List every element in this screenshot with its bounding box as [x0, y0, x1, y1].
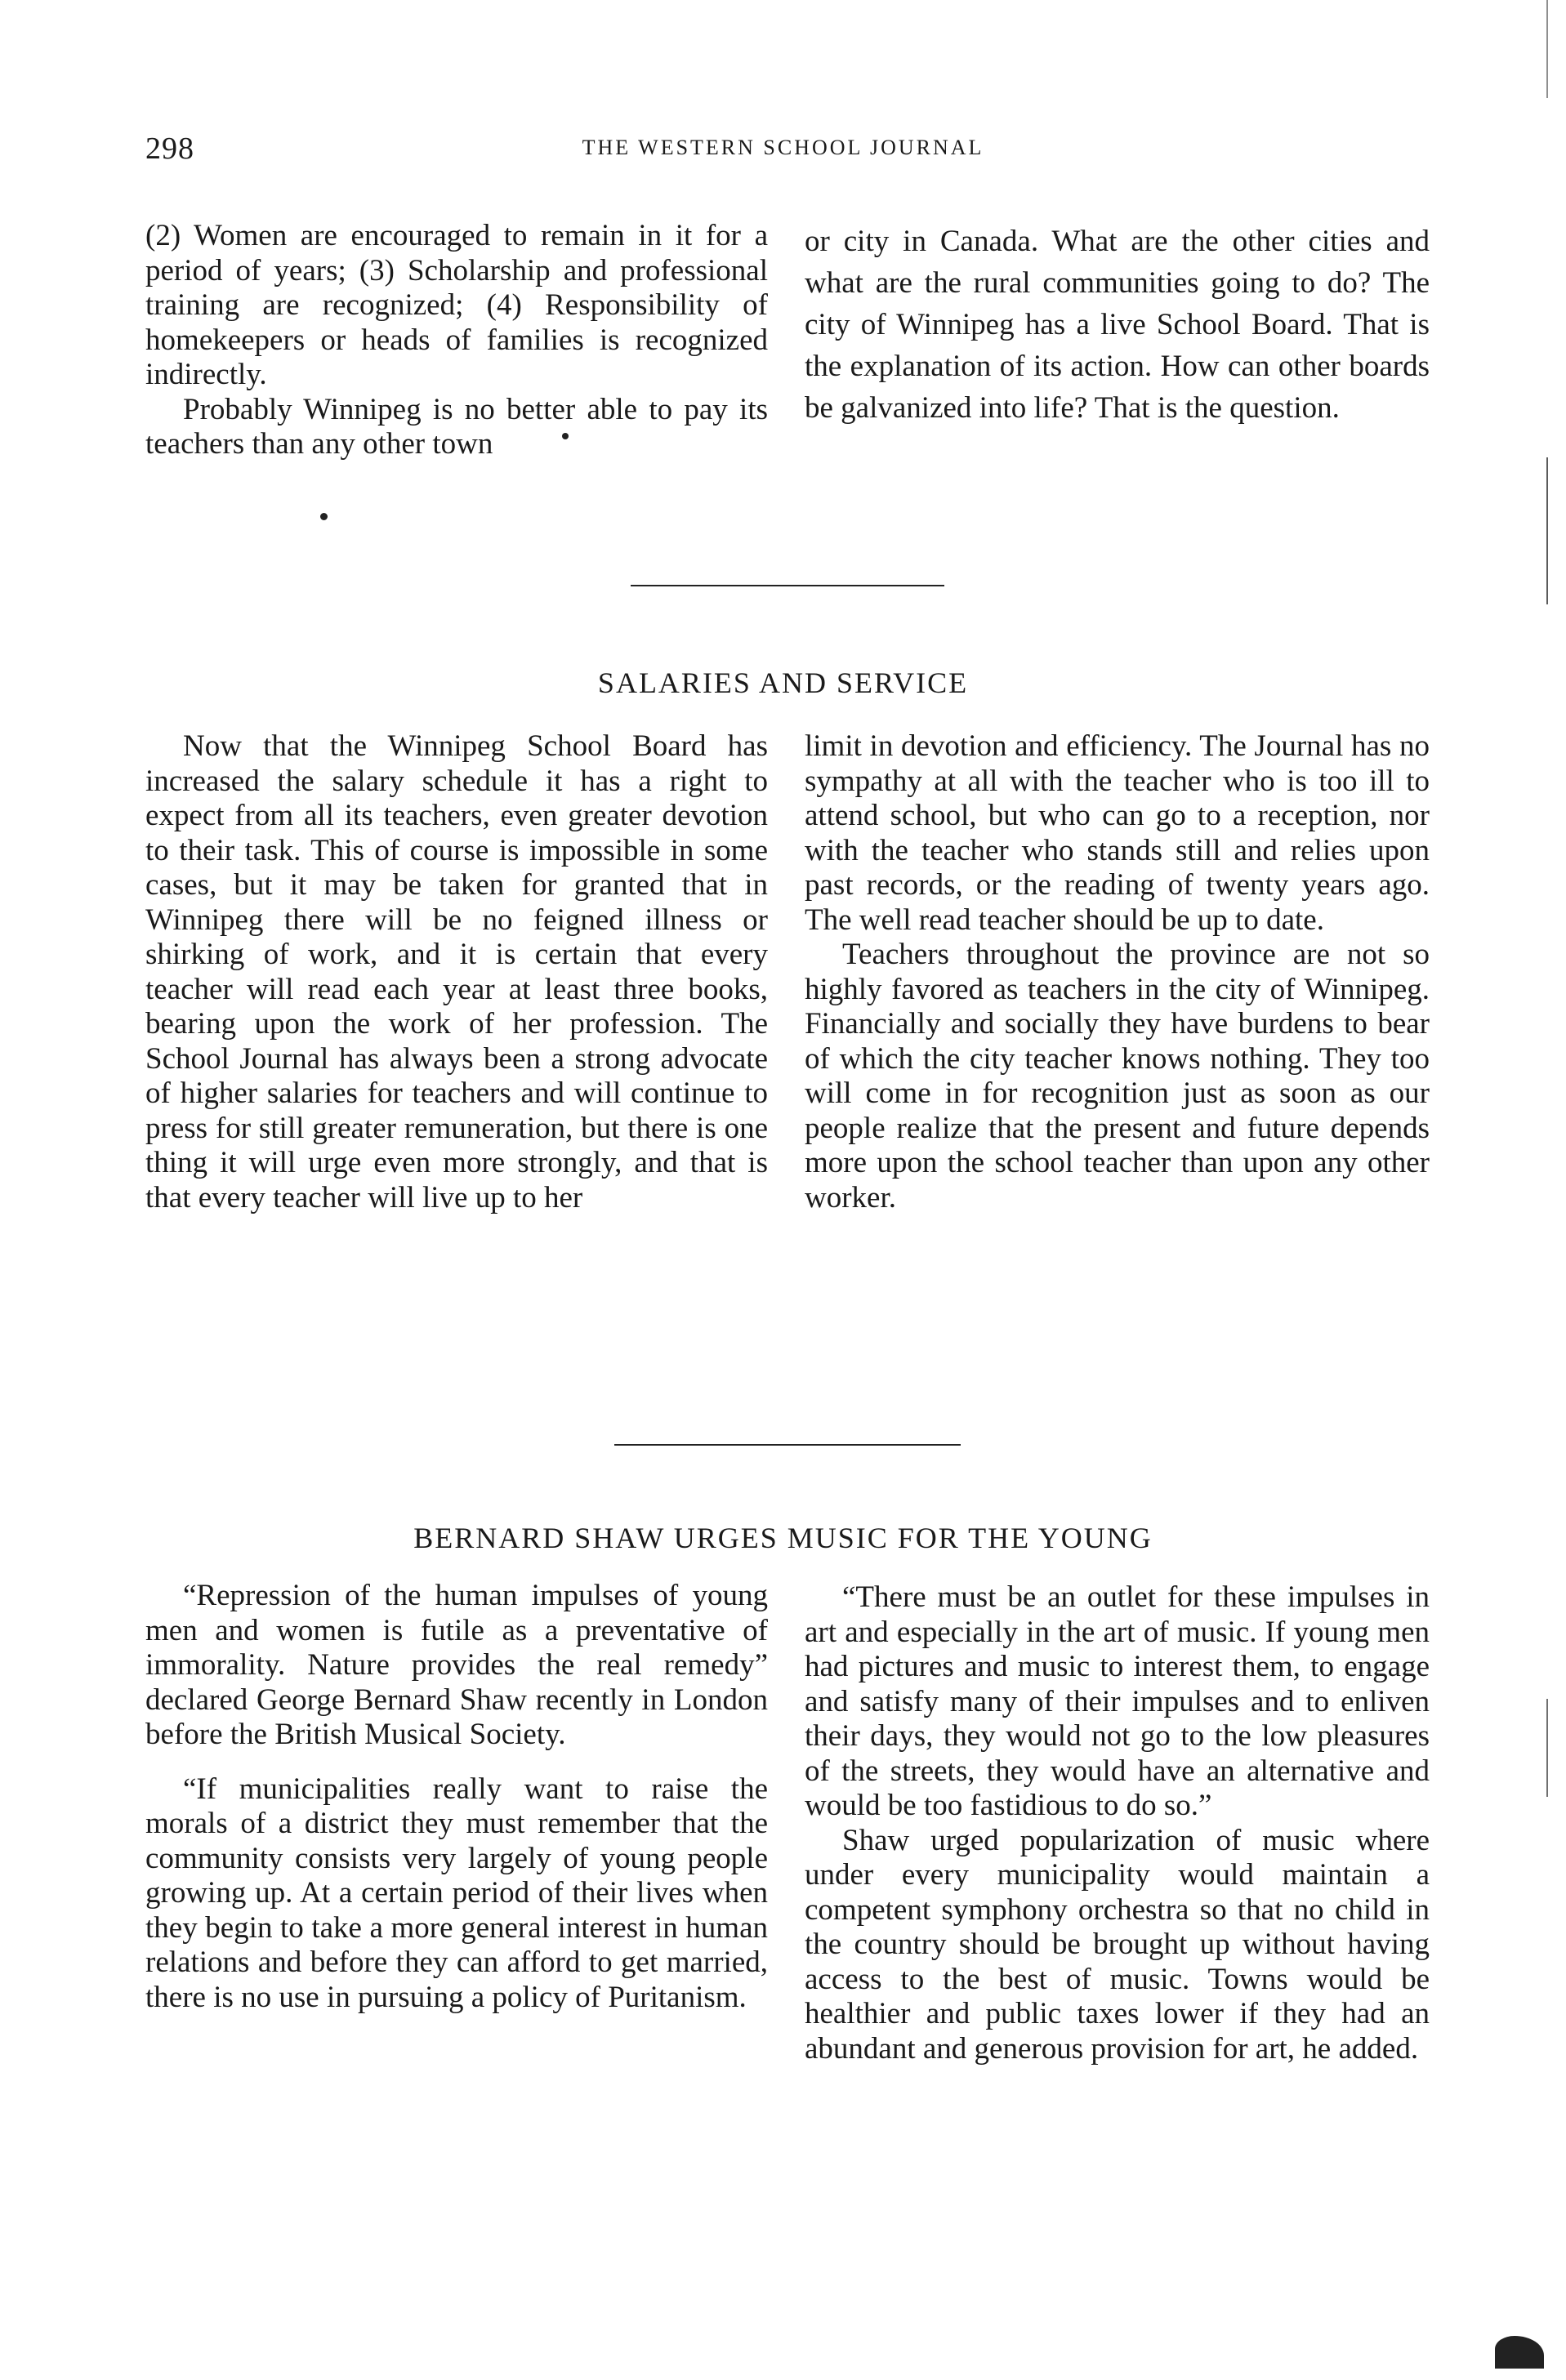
- top-article-paragraph: Probably Winnipeg is no better able to pay its teachers than any other town: [145, 392, 768, 461]
- top-article-paragraph: or city in Canada. What are the other cities and what are the rural communities going to do? The city of Winnipeg has a live School Board. That is the explanation of its action. How can other boards be galvanized into life? That is the question.: [805, 225, 1430, 425]
- top-article-paragraph: (2) Women are encouraged to remain in it for a period of years; (3) Scholarship and professional training are recognized; (4) Responsibility of homekeepers or heads of families is recognized indirectly.: [145, 219, 768, 391]
- scan-speck: [1495, 2336, 1544, 2369]
- scan-margin-line: [1546, 0, 1548, 98]
- running-header: THE WESTERN SCHOOL JOURNAL: [582, 136, 984, 159]
- shaw-paragraph: “There must be an outlet for these impulses in art and especially in the art of music. If young men had pictures and music to interest them, to engage and satisfy many of their impulses and to enliven their days, they would not go to the low pleasures of the streets, they would have an alternative and would be too fastidious to do so.”: [805, 1580, 1430, 1822]
- shaw-paragraph: “If municipalities really want to raise the morals of a district they must remember that the community consists very largely of young people growing up. At a certain period of their lives when they begin to take a more general interest in human relations and before they can afford to get married, there is no use in pursuing a policy of Puritanism.: [145, 1772, 768, 2014]
- page-number: 298: [145, 131, 194, 166]
- top-article-right-column: [805, 221, 1430, 429]
- scan-margin-line: [1546, 1699, 1548, 1797]
- top-article-left-column: [145, 219, 768, 462]
- shaw-left-column: [145, 1579, 768, 2015]
- shaw-paragraph: “Repression of the human impulses of young men and women is futile as a preventative of immorality. Nature provides the real remedy” declared George Bernard Shaw recently in London before the British Musical Society.: [145, 1579, 768, 1751]
- salaries-paragraph: limit in devotion and efficiency. The Journal has no sympathy at all with the teacher who is too ill to attend school, but who can go to a reception, nor with the teacher who stands still and relies upon past records, or the reading of twenty years ago. The well read teacher should be up to date.: [805, 729, 1430, 937]
- salaries-right-column: [805, 729, 1430, 1215]
- salaries-paragraph: Teachers throughout the province are not so highly favored as teachers in the city of Winnipeg. Financially and socially they have burdens to bear of which the city teacher knows nothing. They too will come in for recognition just as soon as our people realize that the present and future depends more upon the school teacher than upon any other worker.: [805, 938, 1430, 1215]
- section-divider: [631, 585, 944, 586]
- salaries-paragraph: Now that the Winnipeg School Board has increased the salary schedule it has a right to expect from all its teachers, even greater devotion to their task. This of course is impossible in some cases, but it may be taken for granted that in Winnipeg there will be no feigned illness or shirking of work, and it is certain that every teacher will read each year at least three books, bearing upon the work of her profession. The School Journal has always been a strong advocate of higher salaries for teachers and will continue to press for still greater remuneration, but there is one thing it will urge even more strongly, and that is that every teacher will live up to her: [145, 729, 768, 1215]
- scan-margin-line: [1546, 457, 1548, 604]
- section-title: BERNARD SHAW URGES MUSIC FOR THE YOUNG: [413, 1522, 1153, 1554]
- scan-speck: [562, 433, 569, 439]
- section-title: SALARIES AND SERVICE: [597, 666, 969, 699]
- salaries-left-column: [145, 729, 768, 1215]
- shaw-right-column: [805, 1580, 1430, 2066]
- scan-speck: [320, 513, 328, 520]
- section-divider: [614, 1444, 961, 1446]
- shaw-paragraph: Shaw urged popularization of music where under every municipality would maintain a competent symphony orchestra so that no child in the country should be brought up without having access to the best of music. Towns would be healthier and public taxes lower if they had an abundant and generous provision for art, he added.: [805, 1823, 1430, 2066]
